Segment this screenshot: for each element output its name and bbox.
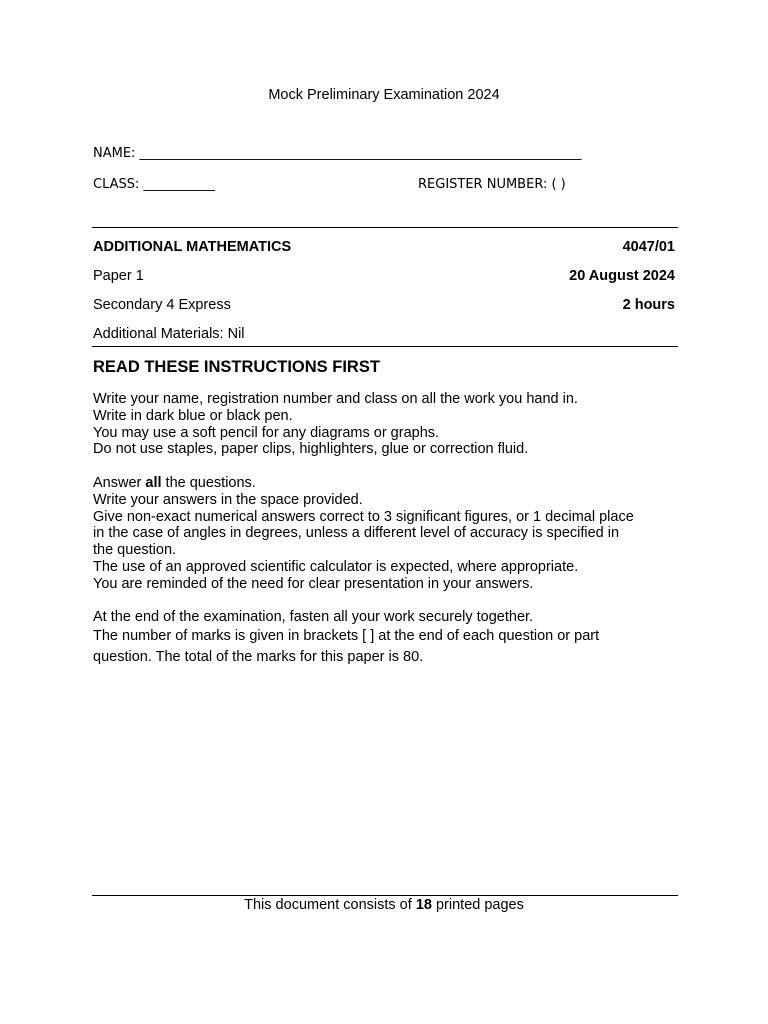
instructions-block-3-marks: [93, 626, 683, 667]
paper-number: Paper 1: [93, 268, 144, 284]
duration-text: 2 hours: [622, 297, 675, 313]
top-divider: [92, 227, 678, 228]
instructions-block-1: [93, 391, 683, 458]
paper-row: [93, 268, 675, 284]
bottom-divider: [92, 346, 678, 347]
materials-row: [93, 326, 675, 342]
instruction-line: [93, 475, 683, 492]
footer-divider: [92, 895, 678, 896]
subject-row: [93, 239, 675, 255]
instruction-line: the question.: [93, 542, 177, 559]
instruction-text: Answer: [93, 475, 146, 491]
instruction-line: Write in dark blue or black pen.: [93, 407, 293, 424]
instruction-line: The use of an approved scientific calculator is expected, where appropriate.: [93, 558, 579, 575]
instruction-line: The number of marks is given in brackets [ ] at the end of each question or part: [93, 628, 600, 644]
page-count-footer: [0, 897, 768, 913]
instruction-line: Do not use staples, paper clips, highlighters, glue or correction fluid.: [93, 441, 529, 458]
instructions-block-2: [93, 475, 683, 593]
page-count: 18: [415, 897, 432, 913]
level-row: [93, 297, 675, 313]
instruction-text: the questions.: [161, 475, 256, 491]
register-number-field[interactable]: REGISTER NUMBER: ( ): [418, 177, 566, 192]
class-field[interactable]: CLASS: ___________: [93, 177, 216, 192]
instruction-line: Write your answers in the space provided.: [93, 491, 363, 508]
instruction-line: Write your name, registration number and class on all the work you hand in.: [93, 391, 578, 407]
exam-date: 20 August 2024: [569, 268, 675, 284]
exam-title: Mock Preliminary Examination 2024: [268, 87, 500, 103]
level-text: Secondary 4 Express: [93, 297, 231, 313]
instruction-line: Give non-exact numerical answers correct to 3 significant figures, or 1 decimal place: [93, 508, 634, 525]
instruction-line: in the case of angles in degrees, unless a different level of accuracy is specified in: [93, 525, 620, 542]
footer-text: printed pages: [431, 897, 524, 913]
instruction-line: You may use a soft pencil for any diagrams or graphs.: [93, 424, 440, 441]
instruction-line: At the end of the examination, fasten all your work securely together.: [93, 609, 534, 625]
name-field[interactable]: NAME: ____________________________________________________________________: [93, 146, 582, 161]
subject-title: ADDITIONAL MATHEMATICS: [93, 239, 292, 255]
paper-code: 4047/01: [622, 239, 675, 255]
emphasis-text: all: [145, 475, 162, 491]
instructions-heading: READ THESE INSTRUCTIONS FIRST: [93, 358, 380, 376]
instruction-line: You are reminded of the need for clear presentation in your answers.: [93, 575, 534, 592]
footer-text: This document consists of: [244, 897, 416, 913]
instructions-block-3: [93, 609, 683, 626]
materials-text: Additional Materials: Nil: [93, 326, 245, 342]
instruction-line: question. The total of the marks for this paper is 80.: [93, 648, 424, 665]
